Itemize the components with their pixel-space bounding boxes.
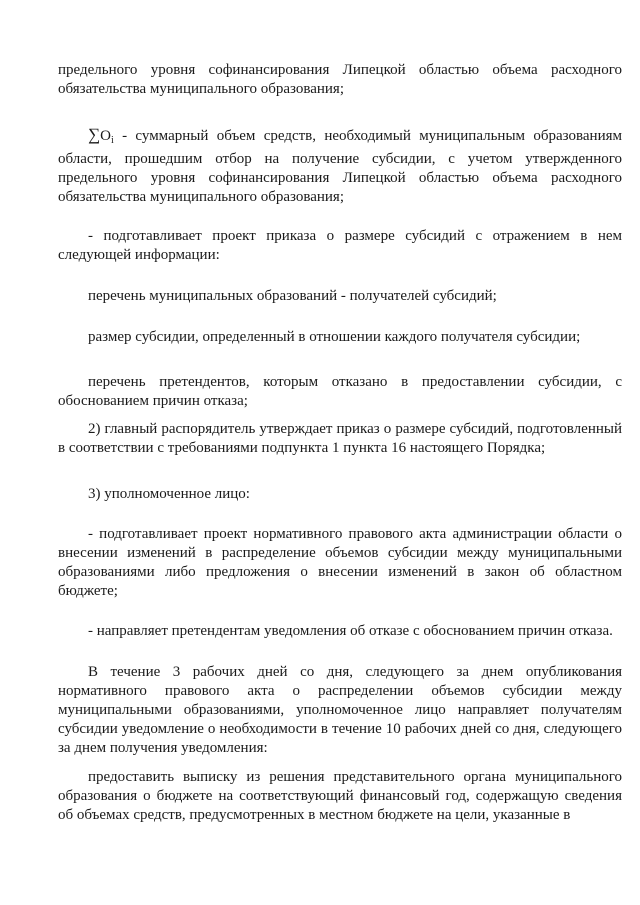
paragraph-9: - подготавливает проект нормативного правового акта администрации области о внесении изменений в распределение объемов субсидии между муниципальными образованиями либо предложения о внесении изменений в закон об областном бюджете; xyxy=(58,526,622,599)
paragraph-7: 2) главный распорядитель утверждает приказ о размере субсидий, подготовленный в соответствии с требованиями подпункта 1 пункта 16 настоящего Порядка; xyxy=(58,421,622,456)
formula-subscript: i xyxy=(110,135,114,146)
formula-variable: O xyxy=(100,128,111,144)
paragraph-8: 3) уполномоченное лицо: xyxy=(88,486,250,502)
paragraph-11: В течение 3 рабочих дней со дня, следующего за днем опубликования нормативного правового акта о распределении объемов субсидии между муниципальными образованиями, уполномоченное лицо направляет получателям субсидии уведомление о необходимости в течение 10 рабочих дней со дня, следующего за днем получения уведомления: xyxy=(58,664,622,756)
paragraph-1: предельного уровня софинансирования Липецкой областью объема расходного обязательства муниципального образования; xyxy=(58,62,622,97)
paragraph-3: - подготавливает проект приказа о размере субсидий с отражением в нем следующей информации: xyxy=(58,228,622,263)
paragraph-10: - направляет претендентам уведомления об отказе с обоснованием причин отказа. xyxy=(88,623,613,639)
paragraph-2 xyxy=(58,125,622,207)
paragraph-2-text: - суммарный объем средств, необходимый муниципальным образованиям области, прошедшим отбор на получение субсидии, с учетом утвержденного предельного уровня софинансирования Липецкой областью объема расходного обязательства муниципального образования; xyxy=(58,128,622,205)
sum-formula xyxy=(88,125,114,146)
paragraph-6: перечень претендентов, которым отказано в предоставлении субсидии, с обоснованием причин отказа; xyxy=(58,374,622,409)
paragraph-5: размер субсидии, определенный в отношении каждого получателя субсидии; xyxy=(88,329,581,345)
paragraph-4: перечень муниципальных образований - получателей субсидий; xyxy=(88,288,497,304)
paragraph-12: предоставить выписку из решения представительного органа муниципального образования о бюджете на соответствующий финансовый год, содержащую сведения об объемах средств, предусмотренных в местном бюджете на цели, указанные в xyxy=(58,769,622,823)
sigma-symbol: ∑ xyxy=(88,125,101,144)
